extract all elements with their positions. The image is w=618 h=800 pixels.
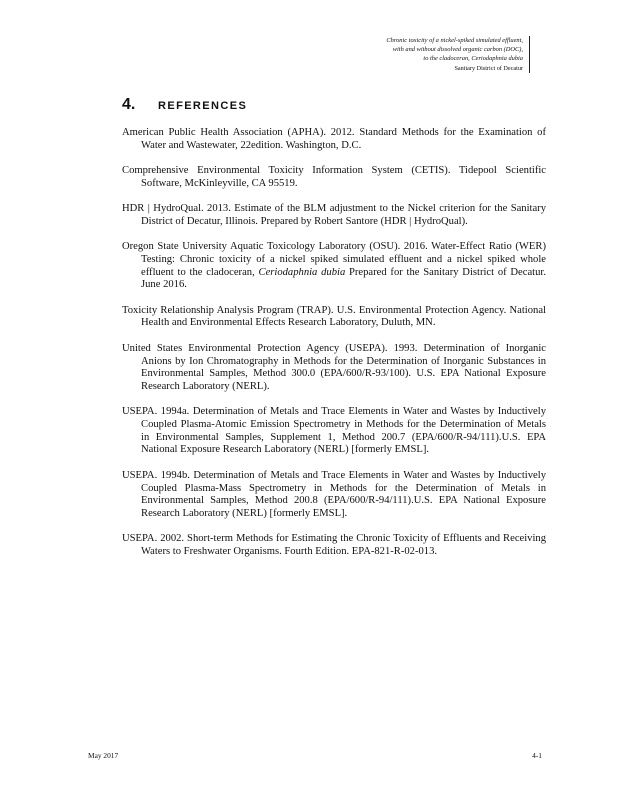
header-title-line: Chronic toxicity of a nickel-spiked simulated effluent, (386, 37, 523, 44)
reference-osu-text-end: Prepared for the Sanitary District of Decatur. June 2016. (141, 266, 546, 291)
header-organization: Sanitary District of Decatur (454, 64, 523, 72)
reference-osu-text: Oregon State University Aquatic Toxicology Laboratory (OSU). 2016. Water-Effect Ratio (WER) Testing: Chronic toxicity of a nickel spiked simulated effluent and a nickel spiked whole effluent to the cladoceran, (122, 241, 546, 278)
reference-apha: American Public Health Association (APHA). 2012. Standard Methods for the Examination of Water and Wastewater, 22edition. Washington, D.C. (122, 127, 546, 151)
running-header (386, 36, 530, 73)
reference-species-name: Ceriodaphnia dubia (258, 266, 346, 278)
header-title-line: with and without dissolved organic carbon (DOC), (392, 46, 523, 54)
footer-page-number: 4-1 (532, 751, 542, 760)
reference-usepa-1994b: USEPA. 1994b. Determination of Metals and Trace Elements in Water and Wastes by Inductively Coupled Plasma-Mass Spectrometry in Methods for the Determination of Metals in Environmental Samples, Method 200.8 (EPA/600/R-94/111).U.S. EPA National Exposure Research Laboratory (NERL) [formerly EMSL]. (122, 469, 546, 519)
section-title: REFERENCES (158, 100, 248, 112)
reference-osu (122, 241, 546, 292)
reference-usepa-1993: United States Environmental Protection Agency (USEPA). 1993. Determination of Inorganic Anions by Ion Chromatography in Methods for the Determination of Inorganic Substances in Environmental Samples, Method 300.0 (EPA/600/R-93/100). U.S. EPA National Exposure Research Laboratory (NERL). (122, 342, 546, 392)
section-number: 4. (122, 96, 136, 113)
footer-date: May 2017 (88, 751, 119, 760)
reference-usepa-1994a: USEPA. 1994a. Determination of Metals and Trace Elements in Water and Wastes by Inductively Coupled Plasma-Atomic Emission Spectrometry in Methods for the Determination of Metals in Environmental Samples, Supplement 1, Method 200.7 (EPA/600/R-94/111).U.S. EPA National Exposure Research Laboratory (NERL) [formerly EMSL]. (122, 406, 546, 456)
reference-list (122, 127, 546, 571)
reference-trap: Toxicity Relationship Analysis Program (TRAP). U.S. Environmental Protection Agency. National Health and Environmental Effects Research Laboratory, Duluth, MN. (122, 304, 546, 329)
section-heading (122, 96, 247, 114)
reference-hdr: HDR | HydroQual. 2013. Estimate of the BLM adjustment to the Nickel criterion for the Sanitary District of Decatur, Illinois. Prepared by Robert Santore (HDR | HydroQual). (122, 203, 546, 227)
reference-usepa-2002: USEPA. 2002. Short-term Methods for Estimating the Chronic Toxicity of Effluents and Receiving Waters to Freshwater Organisms. Fourth Edition. EPA-821-R-02-013. (122, 533, 546, 558)
header-title-line: to the cladoceran, Ceriodaphnia dubia (423, 55, 523, 63)
reference-cetis: Comprehensive Environmental Toxicity Information System (CETIS). Tidepool Scientific Software, McKinleyville, CA 95519. (122, 165, 546, 189)
